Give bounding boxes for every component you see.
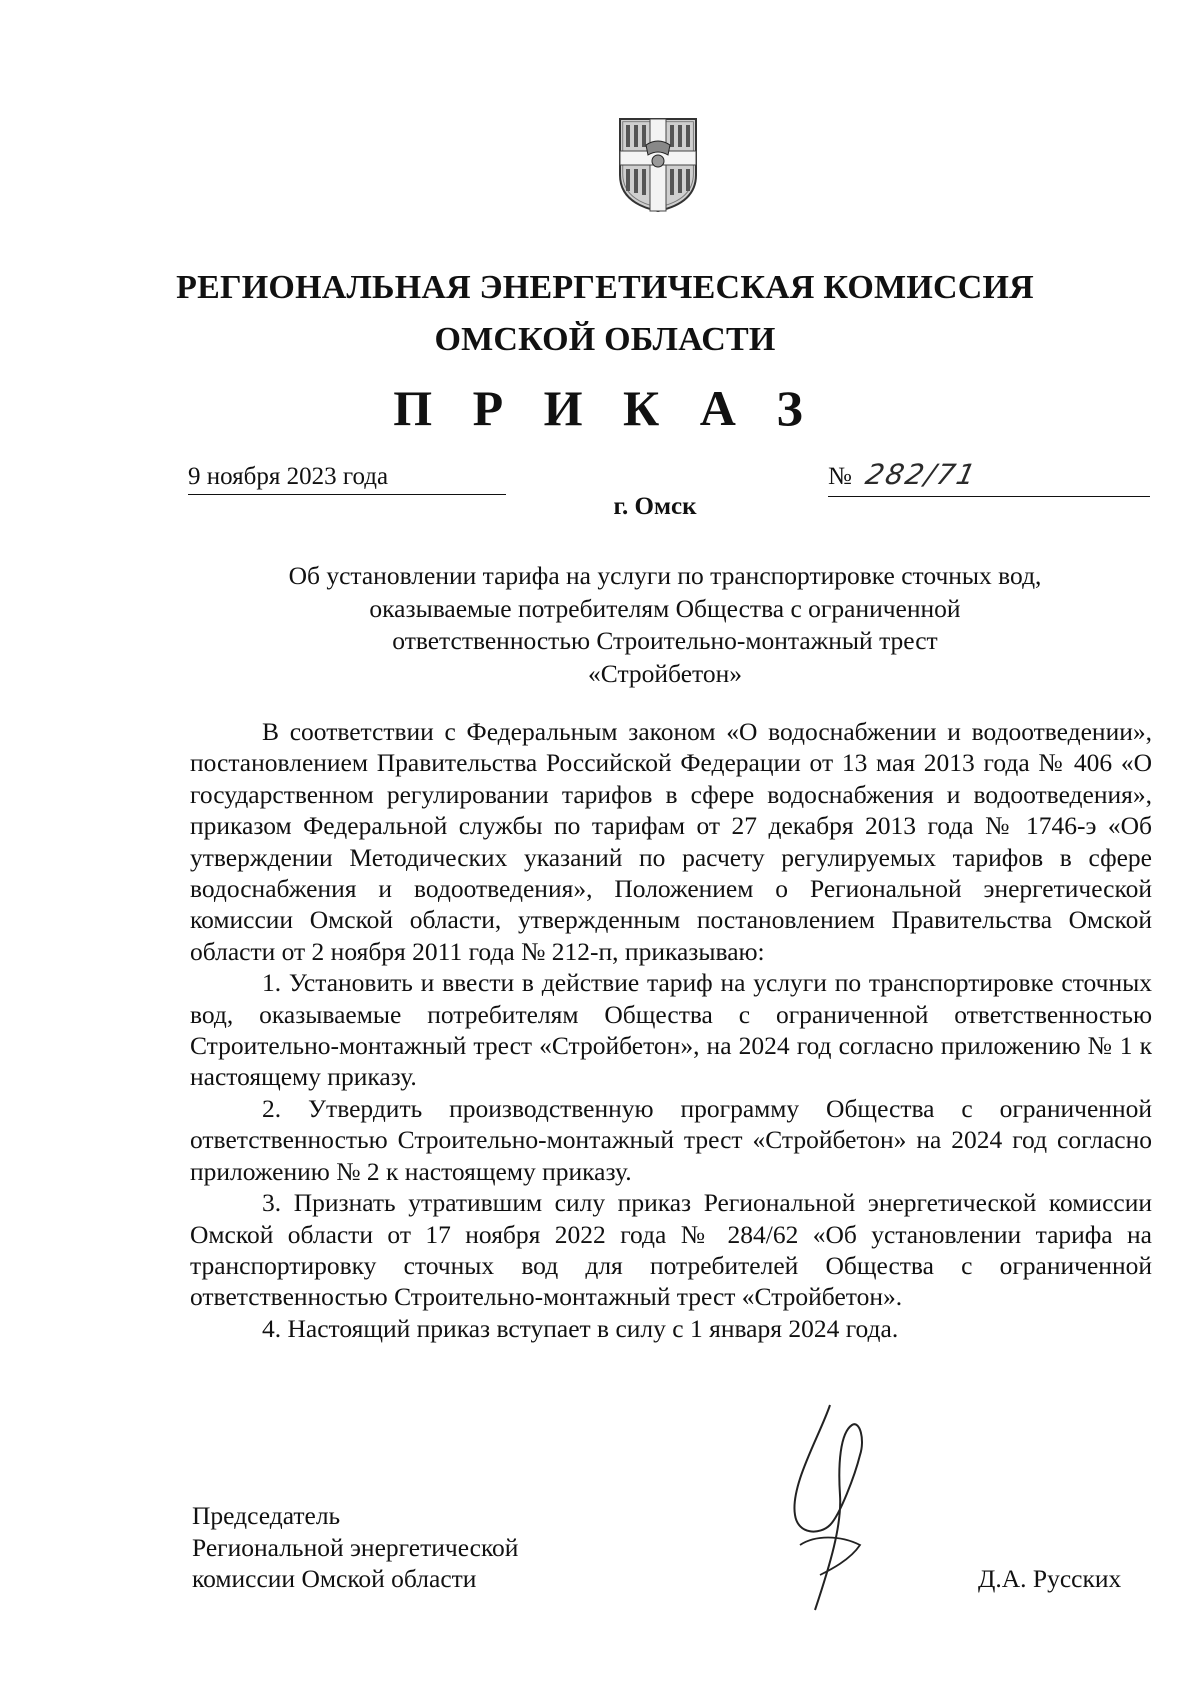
document-city: г. Омск: [613, 493, 697, 520]
agency-name: [150, 262, 1060, 366]
number-value-handwritten: 282/71: [862, 458, 980, 491]
signer-title-line: Председатель: [192, 1501, 341, 1530]
document-date: 9 ноября 2023 года: [188, 462, 506, 495]
order-item-4: 4. Настоящий приказ вступает в силу с 1 января 2024 года.: [262, 1313, 899, 1343]
document-type-title: П Р И К А З: [393, 380, 817, 436]
subject-line: Об установлении тарифа на услуги по транспортировке сточных вод,: [288, 561, 1042, 590]
coat-of-arms-icon: [616, 115, 700, 213]
agency-name-line2: ОМСКОЙ ОБЛАСТИ: [434, 321, 776, 358]
subject-line: ответственностью Строительно-монтажный трест: [392, 626, 938, 655]
signer-title: [192, 1500, 518, 1595]
subject-line: оказываемые потребителям Общества с ограниченной: [369, 593, 961, 623]
order-item-2: 2. Утвердить производственную программу Общества с ограниченной ответственностью Строительно-монтажный трест «Стройбетон» на 2024 год согласно приложению № 2 к настоящему приказу.: [190, 1093, 1152, 1186]
signer-title-line: комиссии Омской области: [192, 1564, 477, 1593]
subject-line: «Стройбетон»: [588, 658, 742, 688]
order-item-3: 3. Признать утратившим силу приказ Региональной энергетической комиссии Омской области от 17 ноября 2022 года № 284/62 «Об установлении тарифа на транспортировку сточных вод для потребителей Общества с ограниченной ответственностью Строительно-монтажный трест «Стройбетон».: [190, 1188, 1152, 1312]
document-body: [190, 716, 1152, 1344]
document-subject: [200, 560, 1130, 690]
signer-title-line: Региональной энергетической: [192, 1532, 519, 1562]
handwritten-signature-icon: [760, 1395, 950, 1625]
signer-name: Д.А. Русских: [978, 1564, 1122, 1593]
number-label: №: [828, 463, 852, 490]
agency-name-line1: РЕГИОНАЛЬНАЯ ЭНЕРГЕТИЧЕСКАЯ КОМИССИЯ: [176, 269, 1034, 306]
preamble-paragraph: В соответствии с Федеральным законом «О водоснабжении и водоотведении», постановлением Правительства Российской Федерации от 13 мая 2013 года № 406 «О государственном регулировании тарифов в сфере водоснабжения и водоотведения», приказом Федеральной службы по тарифам от 27 декабря 2013 года № 1746-э «Об утверждении Методических указаний по расчету регулируемых тарифов в сфере водоснабжения и водоотведения», Положением о Региональной энергетической комиссии Омской области, утвержденным постановлением Правительства Омской области от 2 ноября 2011 года № 212-п, приказываю:: [190, 717, 1152, 966]
order-item-1: 1. Установить и ввести в действие тариф на услуги по транспортировке сточных вод, оказываемые потребителям Общества с ограниченной ответственностью Строительно-монтажный трест «Стройбетон», на 2024 год согласно приложению № 1 к настоящему приказу.: [190, 968, 1152, 1092]
